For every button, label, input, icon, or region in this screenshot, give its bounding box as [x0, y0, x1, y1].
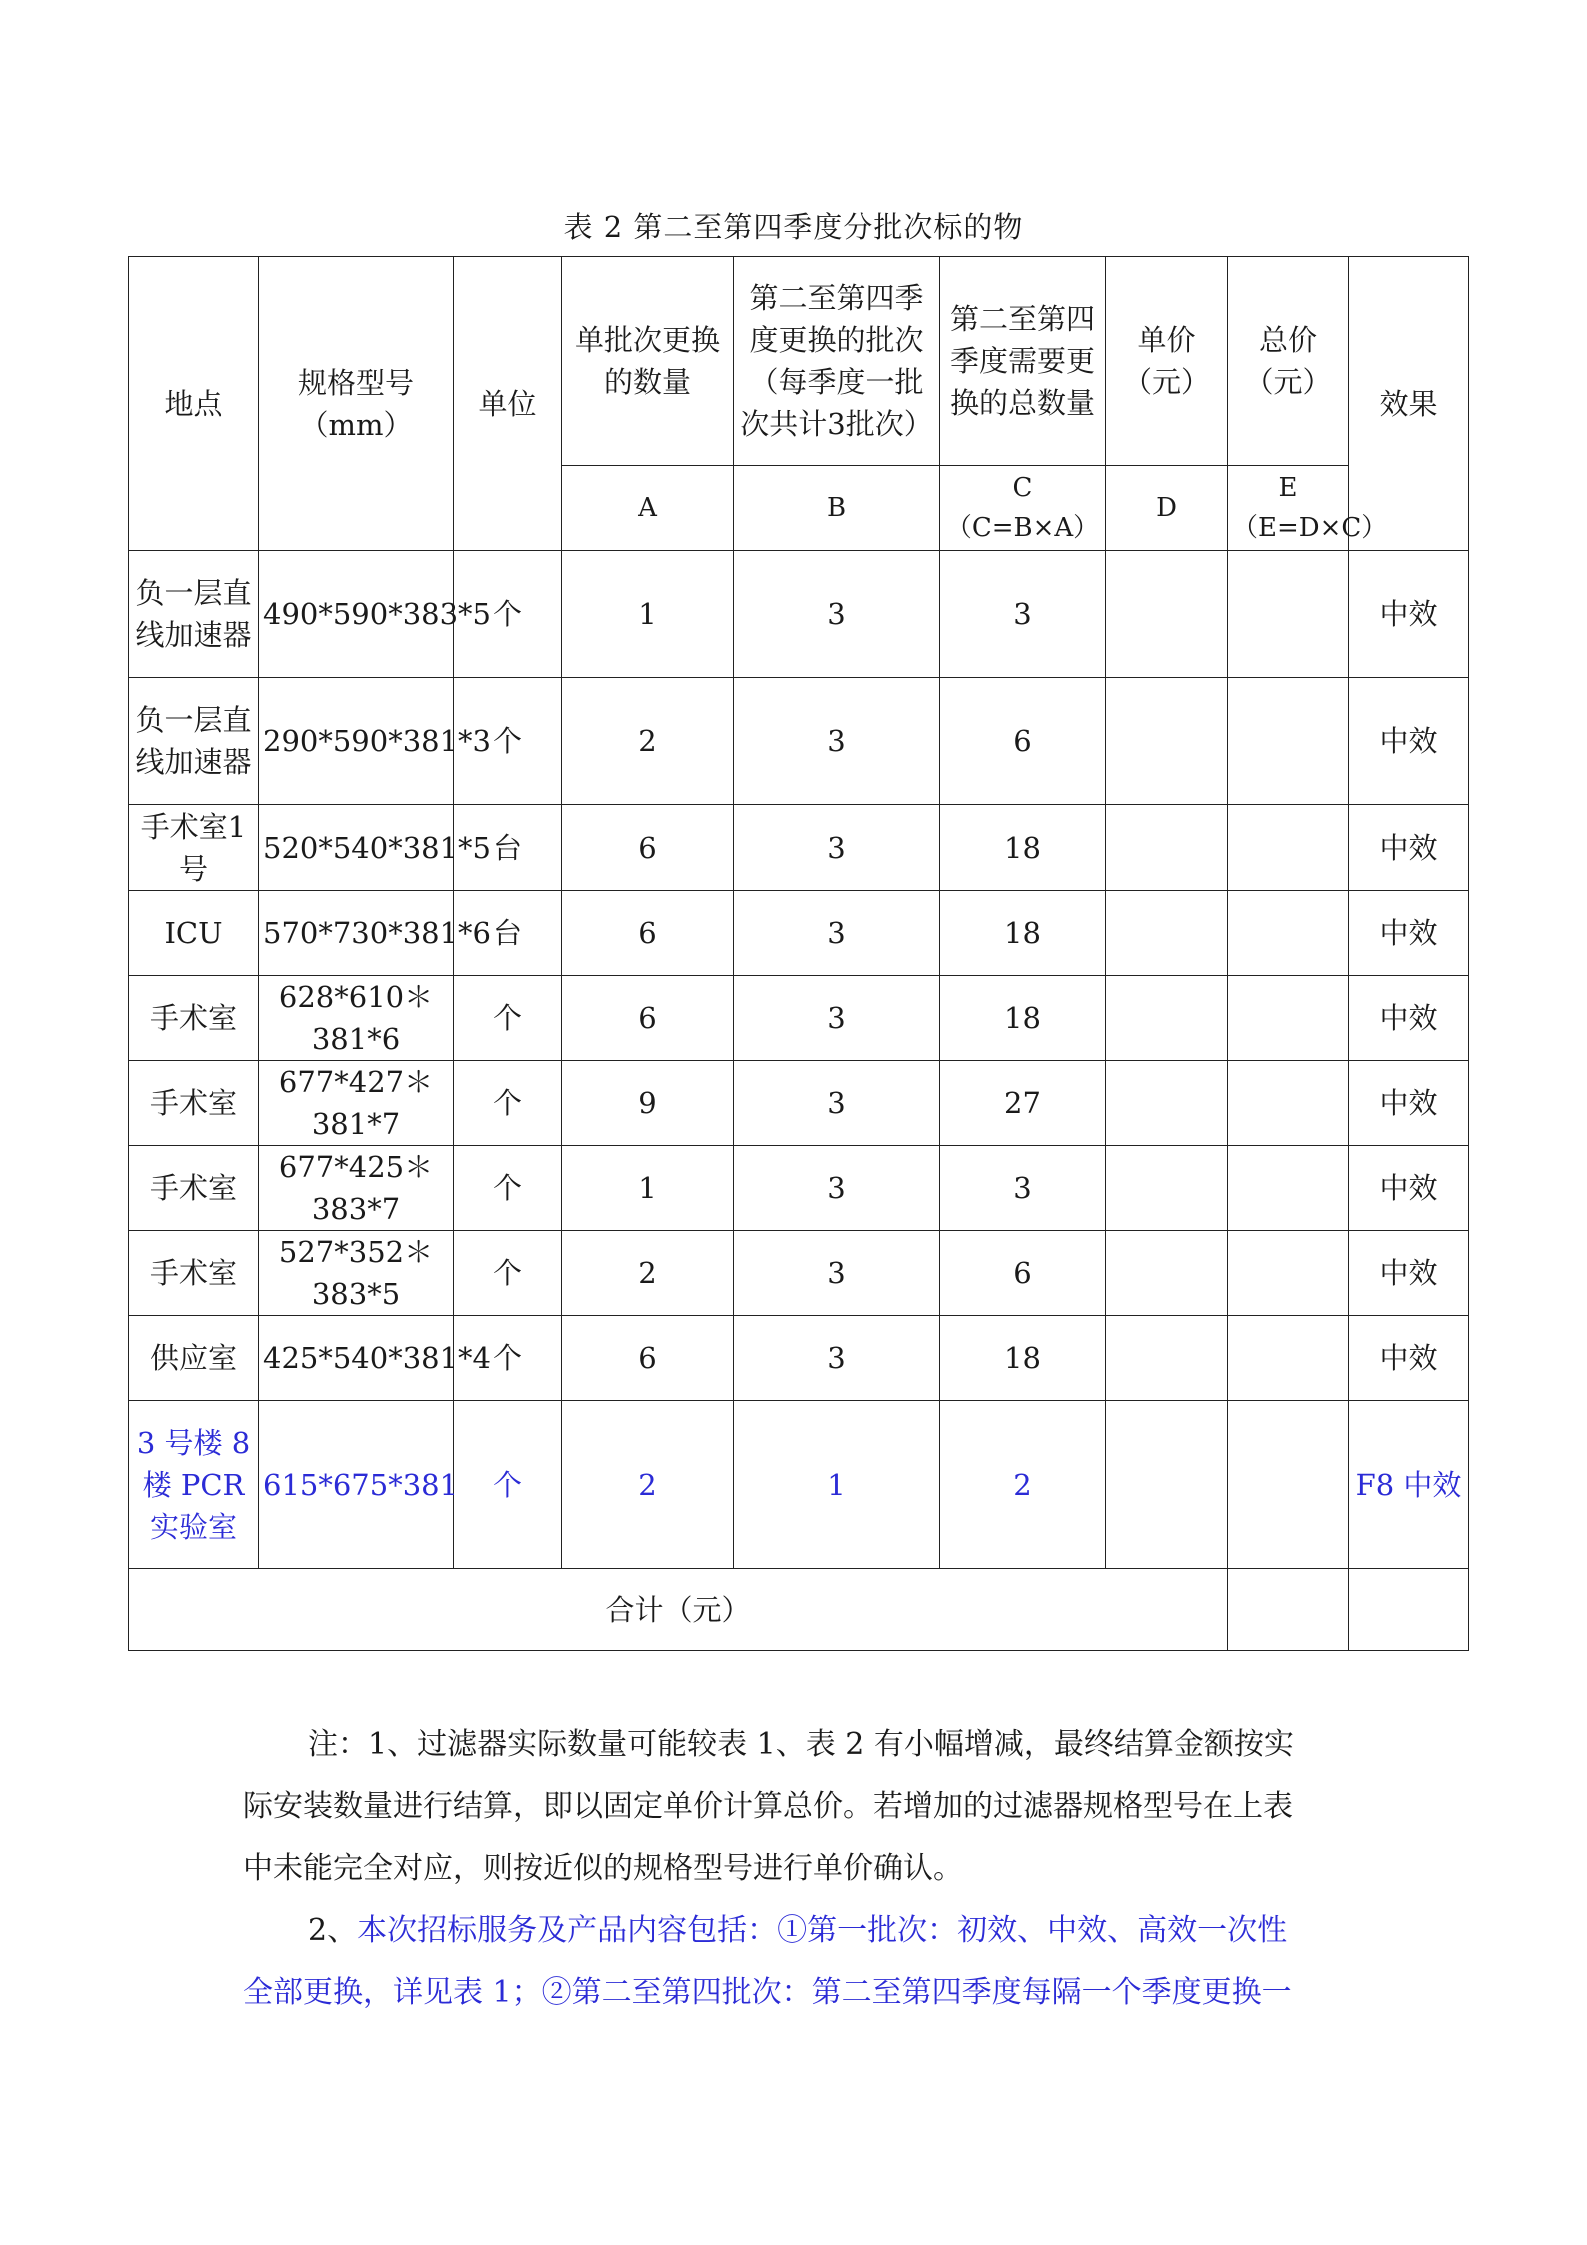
cell-effect: 中效	[1349, 551, 1469, 678]
cell-spec: 290*590*381*3	[259, 678, 454, 805]
cell-spec: 677*425＊383*7	[259, 1146, 454, 1231]
header-location: 地点	[129, 257, 259, 551]
cell-e	[1228, 976, 1349, 1061]
cell-a: 2	[562, 1231, 734, 1316]
cell-b: 3	[734, 1316, 940, 1401]
cell-d	[1106, 551, 1228, 678]
cell-spec: 527*352＊383*5	[259, 1231, 454, 1316]
note2-line2: 全部更换，详见表 1；②第二至第四批次：第二至第四季度每隔一个季度更换一	[243, 1975, 1292, 2010]
table-row	[129, 1401, 1469, 1569]
cell-location: 手术室	[129, 1061, 259, 1146]
cell-effect: 中效	[1349, 1146, 1469, 1231]
header-batches: 第二至第四季度更换的批次（每季度一批次共计3批次）	[734, 257, 940, 466]
code-c: C（C=B×A）	[940, 466, 1106, 551]
cell-b: 3	[734, 1231, 940, 1316]
note1-line3: 中未能完全对应，则按近似的规格型号进行单价确认。	[243, 1851, 963, 1886]
header-total-price: 总价（元）	[1228, 257, 1349, 466]
header-unit: 单位	[454, 257, 562, 551]
code-e: E（E=D×C）	[1228, 466, 1349, 551]
total-e-cell	[1228, 1569, 1349, 1651]
cell-spec: 677*427＊381*7	[259, 1061, 454, 1146]
cell-unit: 个	[454, 1146, 562, 1231]
note1-line1: 注：1、过滤器实际数量可能较表 1、表 2 有小幅增减，最终结算金额按实	[308, 1727, 1294, 1762]
cell-d	[1106, 1231, 1228, 1316]
cell-spec: 425*540*381*4	[259, 1316, 454, 1401]
cell-unit: 个	[454, 1316, 562, 1401]
cell-effect: 中效	[1349, 678, 1469, 805]
cell-effect: 中效	[1349, 1231, 1469, 1316]
cell-c: 18	[940, 805, 1106, 891]
header-spec	[259, 257, 454, 551]
cell-d	[1106, 1146, 1228, 1231]
table-caption: 表 2 第二至第四季度分批次标的物	[563, 210, 1024, 244]
cell-b: 1	[734, 1401, 940, 1569]
cell-a: 9	[562, 1061, 734, 1146]
header-total-qty: 第二至第四季度需要更换的总数量	[940, 257, 1106, 466]
cell-c: 27	[940, 1061, 1106, 1146]
cell-effect: 中效	[1349, 976, 1469, 1061]
cell-c: 18	[940, 1316, 1106, 1401]
cell-c: 6	[940, 678, 1106, 805]
cell-unit: 台	[454, 805, 562, 891]
cell-unit: 个	[454, 1401, 562, 1569]
note2-prefix: 2、	[308, 1913, 358, 1948]
table-row	[129, 1061, 1469, 1146]
cell-c: 3	[940, 1146, 1106, 1231]
cell-location: 手术室	[129, 1146, 259, 1231]
table-row	[129, 1231, 1469, 1316]
cell-b: 3	[734, 891, 940, 976]
cell-e	[1228, 678, 1349, 805]
cell-e	[1228, 1316, 1349, 1401]
cell-location: 手术室	[129, 1231, 259, 1316]
cell-unit: 个	[454, 1061, 562, 1146]
cell-d	[1106, 1061, 1228, 1146]
cell-unit: 台	[454, 891, 562, 976]
cell-a: 2	[562, 678, 734, 805]
header-row	[129, 257, 1469, 466]
cell-a: 6	[562, 805, 734, 891]
note2-line1	[243, 1900, 1355, 1962]
cell-location: 3 号楼 8 楼 PCR 实验室	[129, 1401, 259, 1569]
cell-b: 3	[734, 551, 940, 678]
header-spec-unit: （mm）	[299, 407, 413, 442]
cell-effect: 中效	[1349, 1316, 1469, 1401]
cell-a: 6	[562, 1316, 734, 1401]
cell-d	[1106, 1316, 1228, 1401]
table-row	[129, 891, 1469, 976]
cell-a: 6	[562, 891, 734, 976]
table-row	[129, 678, 1469, 805]
cell-location: 手术室	[129, 976, 259, 1061]
table-row	[129, 551, 1469, 678]
table-row	[129, 1146, 1469, 1231]
cell-d	[1106, 805, 1228, 891]
table-row	[129, 1316, 1469, 1401]
cell-unit: 个	[454, 1231, 562, 1316]
cell-b: 3	[734, 1061, 940, 1146]
cell-a: 1	[562, 551, 734, 678]
cell-c: 18	[940, 891, 1106, 976]
cell-a: 1	[562, 1146, 734, 1231]
cell-effect: 中效	[1349, 1061, 1469, 1146]
header-unit-price: 单价（元）	[1106, 257, 1228, 466]
cell-d	[1106, 891, 1228, 976]
cell-location: 供应室	[129, 1316, 259, 1401]
cell-location: 负一层直线加速器	[129, 678, 259, 805]
cell-location: ICU	[129, 891, 259, 976]
header-spec-label: 规格型号	[297, 365, 414, 400]
cell-spec: 570*730*381*6	[259, 891, 454, 976]
cell-spec: 628*610＊381*6	[259, 976, 454, 1061]
cell-a: 6	[562, 976, 734, 1061]
cell-unit: 个	[454, 976, 562, 1061]
cell-location: 手术室1号	[129, 805, 259, 891]
cell-d	[1106, 678, 1228, 805]
cell-e	[1228, 551, 1349, 678]
cell-c: 18	[940, 976, 1106, 1061]
table-row	[129, 805, 1469, 891]
cell-b: 3	[734, 805, 940, 891]
total-row	[129, 1569, 1469, 1651]
total-effect-cell	[1349, 1569, 1469, 1651]
note2-text: 本次招标服务及产品内容包括：①第一批次：初效、中效、高效一次性	[357, 1913, 1288, 1948]
cell-spec: 520*540*381*5	[259, 805, 454, 891]
cell-b: 3	[734, 976, 940, 1061]
cell-e	[1228, 1231, 1349, 1316]
code-b: B	[734, 466, 940, 551]
cell-spec: 615*675*381	[259, 1401, 454, 1569]
header-qty-per-batch: 单批次更换的数量	[562, 257, 734, 466]
cell-c: 2	[940, 1401, 1106, 1569]
cell-unit: 个	[454, 678, 562, 805]
code-d: D	[1106, 466, 1228, 551]
cell-e	[1228, 1401, 1349, 1569]
cell-effect: F8 中效	[1349, 1401, 1469, 1569]
cell-d	[1106, 976, 1228, 1061]
cell-e	[1228, 805, 1349, 891]
cell-b: 3	[734, 678, 940, 805]
cell-location: 负一层直线加速器	[129, 551, 259, 678]
code-a: A	[562, 466, 734, 551]
cell-effect: 中效	[1349, 891, 1469, 976]
header-effect: 效果	[1349, 257, 1469, 551]
cell-e	[1228, 891, 1349, 976]
cell-b: 3	[734, 1146, 940, 1231]
note1-line2: 际安装数量进行结算，即以固定单价计算总价。若增加的过滤器规格型号在上表	[243, 1789, 1293, 1824]
cell-e	[1228, 1146, 1349, 1231]
cell-c: 6	[940, 1231, 1106, 1316]
cell-d	[1106, 1401, 1228, 1569]
cell-a: 2	[562, 1401, 734, 1569]
cell-spec: 490*590*383*5	[259, 551, 454, 678]
cell-effect: 中效	[1349, 805, 1469, 891]
batch-table	[128, 256, 1469, 1651]
cell-unit: 个	[454, 551, 562, 678]
table-row	[129, 976, 1469, 1061]
cell-c: 3	[940, 551, 1106, 678]
total-label: 合计（元）	[129, 1569, 1228, 1651]
cell-e	[1228, 1061, 1349, 1146]
notes-block	[243, 1714, 1355, 2024]
